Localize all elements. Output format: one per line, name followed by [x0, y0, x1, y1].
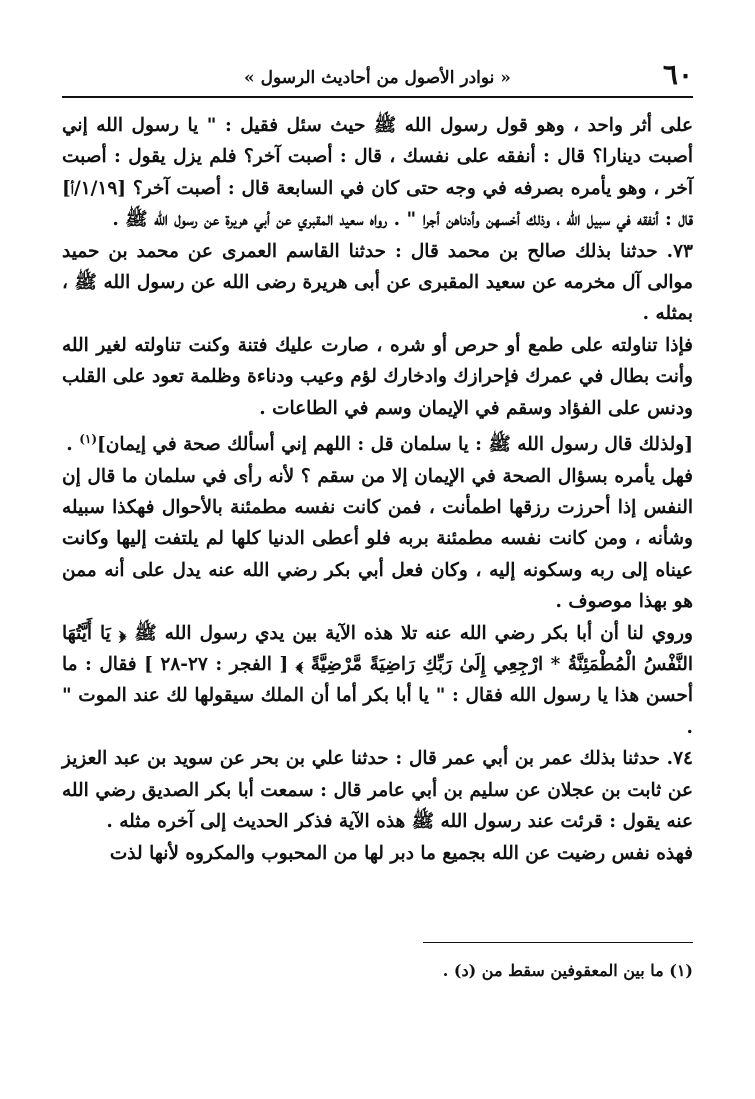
footnote-rule [423, 942, 693, 943]
header-rule [62, 96, 693, 98]
paragraph-3: فإذا تناولته على طمع أو حرص أو شره ، صارت عليك فتنة وكنت تناولته لغير الله وأنت بطال في عمرك فإحرازك وادخارك لؤم وعيب ودناءة وظلمة تعود على القلب ودنس على الفؤاد وسقم في الإيمان وسم في الطاعات . [62, 334, 693, 419]
paragraph-6: وروي لنا أن أبا بكر رضي الله عنه تلا هذه الآية بين يدي رسول الله ﷺ ﴿ يَا أَيَّتُهَا النَّفْسُ الْمُطْمَئِنَّةُ * ارْجِعِي إِلَىٰ رَبِّكِ رَاضِيَةً مَّرْضِيَّةً ﴾ [ الفجر : ٢٧-٢٨ ] فقال : ما أحسن هذا يا رسول الله فقال : " يا أبا بكر أما أن الملك سيقولها لك عند الموت " . [62, 622, 694, 738]
paragraph-4 [62, 424, 693, 461]
page-header [62, 58, 693, 96]
body-text [62, 110, 693, 869]
footnote: (١) ما بين المعقوفين سقط من (د) . [442, 961, 693, 980]
page-number: ٦٠ [662, 58, 693, 91]
paragraph-4-text: [ولذلك قال رسول الله ﷺ : يا سلمان قل : اللهم إني أسألك صحة في إيمان] [97, 434, 693, 456]
hadith-73: ٧٣. حدثنا بذلك صالح بن محمد قال : حدثنا القاسم العمرى عن محمد بن حميد موالى آل مخرمه عن سعيد المقبرى عن أبى هريرة رضى الله عن رسول الله ﷺ ، بمثله . [62, 240, 693, 325]
paragraph-8: فهذه نفس رضيت عن الله بجميع ما دبر لها من المحبوب والمكروه لأنها لذت [109, 842, 693, 864]
paragraph-5: فهل يأمره بسؤال الصحة في الإيمان إلا من سقم ؟ لأنه رأى في سلمان ما قال إن النفس إذا أحرزت رزقها اطمأنت ، فمن كانت نفسه مطمئنة بالأحوال فهكذا سبيله وشأنه ، ومن كانت نفسه مطمئنة بربه فلو أعطى الدنيا كلها لم يلتفت إليها وكانت عيناه إلى ربه وسكونه إليه ، وكان فعل أبي بكر رضي الله عنه يدل على أنه ممن هو بهذا موصوف . [62, 465, 693, 613]
paragraph-4-tail: . [66, 434, 80, 456]
hadith-74: ٧٤. حدثنا بذلك عمر بن أبي عمر قال : حدثنا علي بن بحر عن سويد بن عبد العزيز عن ثابت بن عجلان عن سليم بن أبي عامر قال : سمعت أبا بكر الصديق رضي الله عنه يقول : قرئت عند رسول الله ﷺ هذه الآية فذكر الحديث إلى آخره مثله . [62, 748, 693, 833]
footnote-reference: (١) [79, 432, 98, 447]
running-title: « نوادر الأصول من أحاديث الرسول » [244, 68, 511, 88]
paragraph-1: على أثر واحد ، وهو قول رسول الله ﷺ حيث سئل فقيل : " يا رسول الله إني أصبت دينارا؟ قال : أنفقه على نفسك ، قال : أصبت آخر؟ فلم يزل يقول : أصبت آخر ، وهو يأمره بصرفه في وجه حتى كان في السابعة قال : أصبت آخر؟ [١/١٩/أ] قال : أنفقه في سبيل الله ، وذلك أخسهن وأدناهن أجرا " . رواه سعيد المقبري عن أبي هريرة عن رسول الله ﷺ . [62, 115, 693, 231]
